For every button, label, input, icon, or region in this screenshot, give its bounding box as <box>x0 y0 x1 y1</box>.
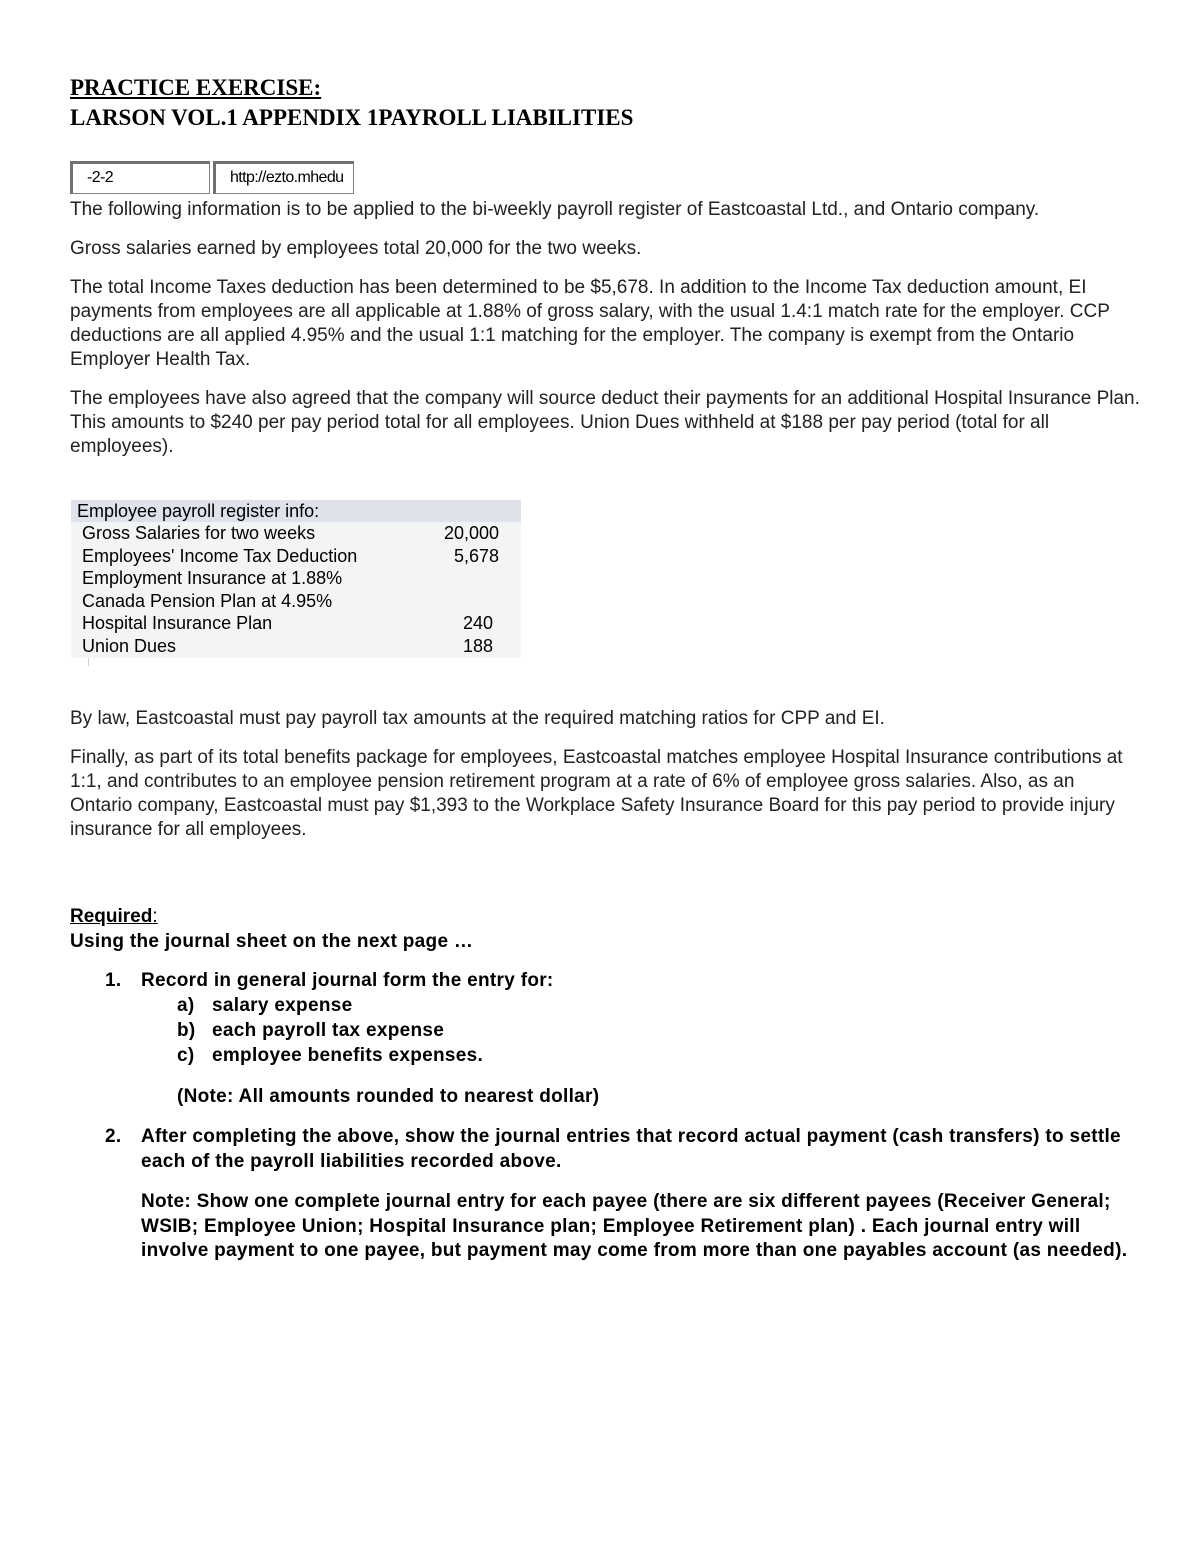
register-row-label: Canada Pension Plan at 4.95% <box>82 591 333 611</box>
table-row <box>71 635 521 657</box>
table-row <box>71 522 521 544</box>
sub-item-text: each payroll tax expense <box>212 1020 445 1041</box>
intro-paragraph-1: The following information is to be applied to the bi-weekly payroll register of Eastcoastal Ltd., and Ontario company. <box>70 199 1040 220</box>
intro-paragraph-3: The total Income Taxes deduction has been determined to be $5,678. In addition to the Income Tax deduction amount, EI payments from employees are all applicable at 1.88% of gross salary, with the usual 1.4:1 match rate for the employer. CCP deductions are all applied 4.95% and the usual 1:1 matching for the employer. The company is exempt from the Ontario Employer Health Tax. <box>70 277 1110 370</box>
intro-paragraph-2: Gross salaries earned by employees total 20,000 for the two weeks. <box>70 238 642 259</box>
register-row-value: 20,000 <box>443 523 499 543</box>
required-heading <box>70 905 158 929</box>
exercise-subtitle: LARSON VOL.1 APPENDIX 1PAYROLL LIABILITIES <box>70 105 634 130</box>
sub-item-text: salary expense <box>212 995 353 1016</box>
register-row-label: Union Dues <box>82 636 177 656</box>
sub-item-marker: c) <box>177 1045 195 1066</box>
list-item-marker: 2. <box>105 1126 122 1147</box>
url-field[interactable]: http://ezto.mhedu <box>213 161 354 194</box>
register-row-label: Hospital Insurance Plan <box>82 613 273 633</box>
required-colon: : <box>152 906 158 927</box>
table-row <box>71 545 521 567</box>
register-row-label: Gross Salaries for two weeks <box>82 523 316 543</box>
sub-item-marker: a) <box>177 995 195 1016</box>
table-row <box>71 612 521 634</box>
table-row <box>71 567 521 589</box>
list-item-text: After completing the above, show the journal entries that record actual payment (cash transfers) to settle each of the payroll liabilities recorded above. <box>141 1126 1121 1172</box>
details-paragraph-1: By law, Eastcoastal must pay payroll tax amounts at the required matching ratios for CPP and EI. <box>70 708 885 729</box>
code-field[interactable]: -2-2 <box>70 161 210 194</box>
register-row-label: Employees' Income Tax Deduction <box>82 546 358 566</box>
details-paragraph-2: Finally, as part of its total benefits package for employees, Eastcoastal matches employee Hospital Insurance contributions at 1:1, and contributes to an employee pension retirement program at a rate of 6% of employee gross salaries. Also, as an Ontario company, Eastcoastal must pay $1,393 to the Workplace Safety Insurance Board for this pay period to provide injury insurance for all employees. <box>70 747 1123 840</box>
list-item-text: Record in general journal form the entry for: <box>141 970 554 991</box>
intro-paragraph-4: The employees have also agreed that the company will source deduct their payments for an additional Hospital Insurance Plan. This amounts to $240 per pay period total for all employees. Union Dues withheld at $188 per pay period (total for all employees). <box>70 388 1140 457</box>
register-row-value: 188 <box>462 636 493 656</box>
sub-item-text: employee benefits expenses. <box>212 1045 484 1066</box>
rounding-note: (Note: All amounts rounded to nearest dollar) <box>177 1086 600 1107</box>
required-intro: Using the journal sheet on the next page … <box>70 931 474 952</box>
register-heading: Employee payroll register info: <box>71 500 521 522</box>
table-row <box>71 590 521 612</box>
payee-note: Note: Show one complete journal entry for each payee (there are six different payees (Receiver General; WSIB; Employee Union; Hospital Insurance plan; Employee Retirement plan) . Each journal entry will involve payment to one payee, but payment may come from more than one payables account (as needed). <box>141 1191 1128 1261</box>
register-row-value: 240 <box>462 613 493 633</box>
register-row-label: Employment Insurance at 1.88% <box>82 568 343 588</box>
exercise-title: PRACTICE EXERCISE: <box>70 75 322 100</box>
sub-item-marker: b) <box>177 1020 196 1041</box>
payroll-register-table <box>71 500 521 658</box>
table-divider <box>88 658 89 666</box>
required-label: Required <box>70 906 153 927</box>
list-item-marker: 1. <box>105 970 122 991</box>
register-row-value: 5,678 <box>453 546 499 566</box>
